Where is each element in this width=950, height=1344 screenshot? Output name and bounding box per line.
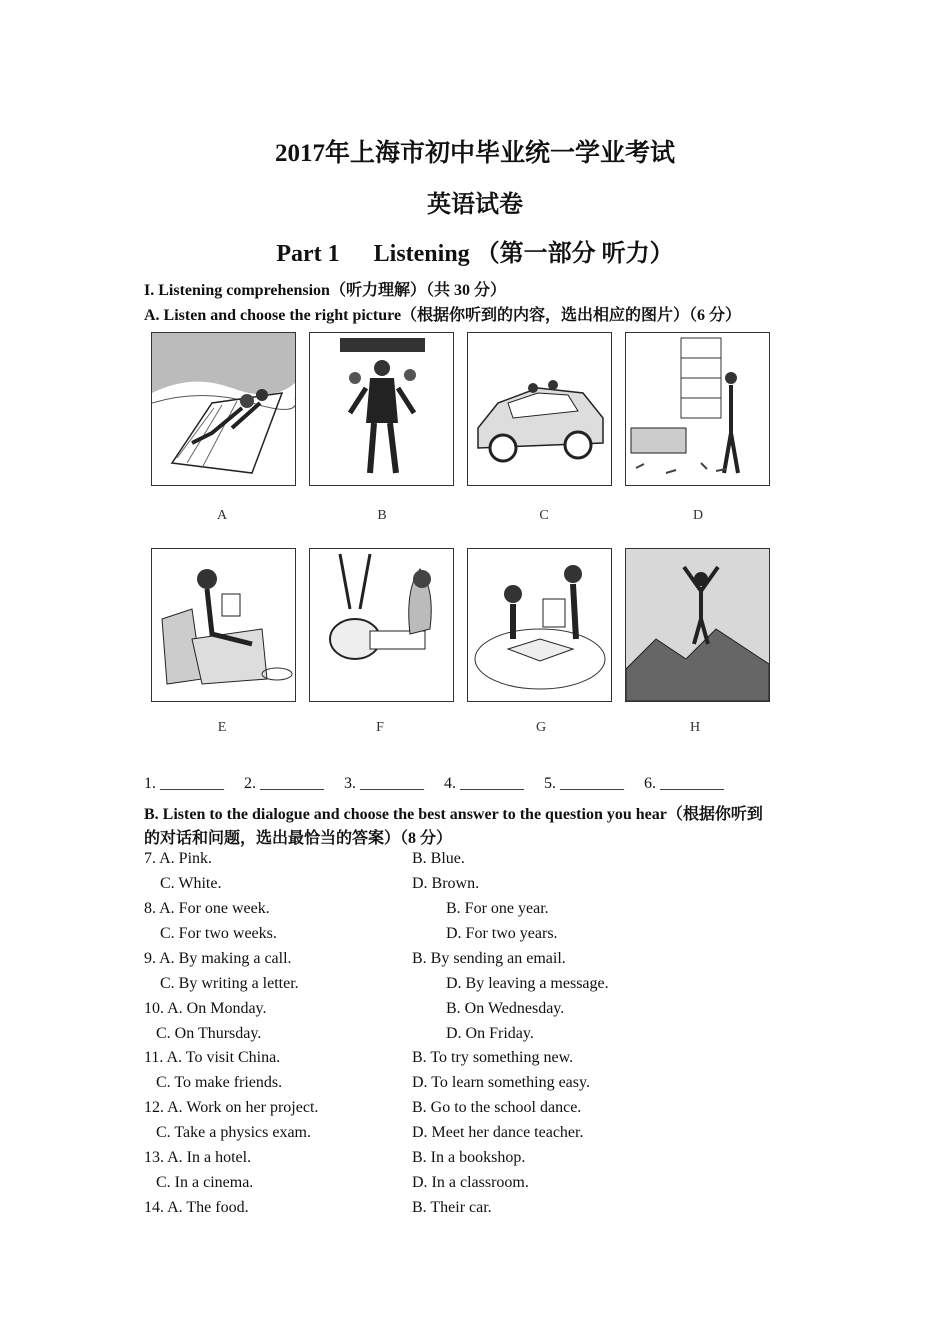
q7-option-a: 7. A. Pink.	[144, 850, 213, 867]
q11-option-c: C. To make friends.	[156, 1074, 283, 1091]
q11-option-a: 11. A. To visit China.	[144, 1049, 281, 1066]
q9-option-d: D. By leaving a message.	[446, 975, 609, 992]
part-cn: （第一部分 听力）	[475, 241, 674, 267]
q12-option-b: B. Go to the school dance.	[412, 1099, 582, 1116]
part-name: Listening	[373, 241, 470, 267]
q7-option-d: D. Brown.	[412, 875, 480, 892]
q8-option-b: B. For one year.	[446, 900, 549, 917]
q12-option-c: C. Take a physics exam.	[156, 1124, 311, 1141]
messy-room-icon	[626, 333, 769, 485]
answer-blanks	[144, 775, 740, 793]
reading-together-icon	[468, 549, 611, 701]
picture-e	[151, 548, 296, 702]
picture-h	[625, 548, 770, 702]
q13-option-a: 13. A. In a hotel.	[144, 1149, 252, 1166]
section-heading-a: A. Listen and choose the right picture（根据你听到的内容，选出相应的图片）（6 分）	[144, 307, 742, 324]
q10-option-a: 10. A. On Monday.	[144, 1000, 267, 1017]
picture-g	[467, 548, 612, 702]
part-label: Part 1	[276, 241, 340, 267]
car-icon	[468, 333, 611, 485]
q14-option-b: B. Their car.	[412, 1199, 492, 1216]
q10-option-d: D. On Friday.	[446, 1025, 534, 1042]
q9-option-c: C. By writing a letter.	[160, 975, 299, 992]
armchair-reader-icon	[152, 549, 295, 701]
answer-blank[interactable]: 3. ________	[344, 775, 424, 792]
q10-option-c: C. On Thursday.	[156, 1025, 262, 1042]
picture-grid	[144, 328, 774, 738]
picture-label-c: C	[539, 508, 549, 523]
answer-blank[interactable]: 4. ________	[444, 775, 524, 792]
q8-option-c: C. For two weeks.	[160, 925, 277, 942]
picture-label-b: B	[377, 508, 387, 523]
picture-f	[309, 548, 454, 702]
answer-blank[interactable]: 2. ________	[244, 775, 324, 792]
picture-c	[467, 332, 612, 486]
picture-label-a: A	[216, 508, 228, 523]
q8-option-a: 8. A. For one week.	[144, 900, 270, 917]
exam-subtitle: 英语试卷	[427, 192, 523, 218]
section-heading-i: I. Listening comprehension（听力理解）（共 30 分）	[144, 282, 506, 299]
q13-option-d: D. In a classroom.	[412, 1174, 529, 1191]
q11-option-b: B. To try something new.	[412, 1049, 574, 1066]
beach-icon	[152, 333, 295, 485]
q9-option-b: B. By sending an email.	[412, 950, 566, 967]
picture-label-d: D	[692, 508, 704, 523]
injured-leg-icon	[310, 549, 453, 701]
picture-label-f: F	[376, 720, 384, 735]
section-heading-b: B. Listen to the dialogue and choose the best answer to the question you hear（根据你听到	[144, 806, 763, 823]
q13-option-c: C. In a cinema.	[156, 1174, 254, 1191]
answer-blank[interactable]: 1. ________	[144, 775, 224, 792]
picture-label-h: H	[689, 720, 701, 735]
picture-d	[625, 332, 770, 486]
exam-title: 2017年上海市初中毕业统一学业考试	[274, 140, 675, 167]
q11-option-d: D. To learn something easy.	[412, 1074, 590, 1091]
runner-icon	[310, 333, 453, 485]
q12-option-a: 12. A. Work on her project.	[144, 1099, 319, 1116]
q9-option-a: 9. A. By making a call.	[144, 950, 292, 967]
q13-option-b: B. In a bookshop.	[412, 1149, 526, 1166]
q12-option-d: D. Meet her dance teacher.	[412, 1124, 584, 1141]
q8-option-d: D. For two years.	[446, 925, 558, 942]
picture-label-g: G	[535, 720, 547, 735]
q7-option-c: C. White.	[160, 875, 222, 892]
picture-label-e: E	[217, 720, 227, 735]
q7-option-b: B. Blue.	[412, 850, 465, 867]
section-heading-b-cont: 的对话和问题，选出最恰当的答案）（8 分）	[144, 830, 453, 847]
part-heading	[0, 233, 950, 268]
answer-blank[interactable]: 5. ________	[544, 775, 624, 792]
picture-b	[309, 332, 454, 486]
picture-a	[151, 332, 296, 486]
q10-option-b: B. On Wednesday.	[446, 1000, 565, 1017]
mountain-climber-icon	[626, 549, 769, 701]
q14-option-a: 14. A. The food.	[144, 1199, 249, 1216]
answer-blank[interactable]: 6. ________	[644, 775, 724, 792]
